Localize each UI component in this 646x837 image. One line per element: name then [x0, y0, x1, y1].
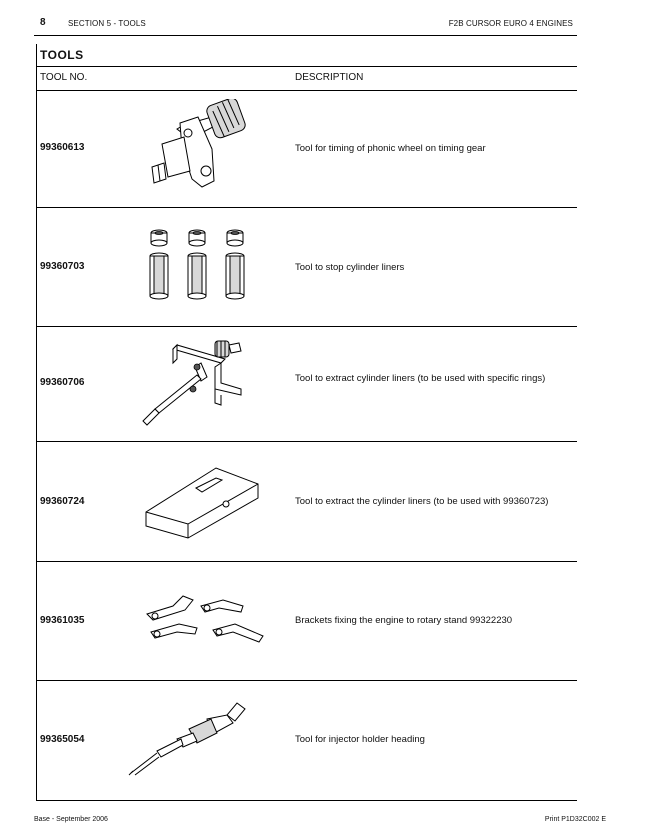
table-bottom-rule	[36, 800, 577, 801]
liner-extractor-icon	[135, 337, 265, 432]
title-rule	[36, 66, 577, 67]
footer-edition: Base - September 2006	[34, 816, 108, 823]
tool-description: Tool to extract the cylinder liners (to be used with 99360723)	[295, 496, 549, 507]
table-row	[37, 442, 577, 561]
tool-number: 99365054	[40, 734, 85, 745]
tool-description: Tool to extract cylinder liners (to be used with specific rings)	[295, 373, 546, 384]
tool-number: 99360613	[40, 142, 85, 153]
cylinder-liner-stops-icon	[145, 228, 255, 308]
liner-extraction-plate-icon	[142, 464, 262, 539]
tool-description: Tool for timing of phonic wheel on timing gear	[295, 143, 486, 154]
tool-description: Tool to stop cylinder liners	[295, 262, 405, 273]
table-row	[37, 327, 577, 441]
injector-holder-tool-icon	[127, 699, 257, 779]
tool-number: 99360706	[40, 377, 85, 388]
tool-number: 99360724	[40, 496, 85, 507]
column-header-tool-no: TOOL NO.	[40, 72, 88, 83]
column-header-description: DESCRIPTION	[295, 72, 364, 83]
tool-description: Brackets fixing the engine to rotary stand 99322230	[295, 615, 513, 626]
engine-brackets-icon	[143, 592, 268, 647]
phonic-wheel-timing-tool-icon	[132, 99, 262, 199]
table-row	[37, 91, 577, 207]
page-number: 8	[40, 17, 46, 28]
footer-print-code: Print P1D32C002 E	[544, 816, 606, 823]
table-row	[37, 681, 577, 800]
tool-number: 99361035	[40, 615, 85, 626]
table-row	[37, 208, 577, 326]
tool-number: 99360703	[40, 261, 85, 272]
header-rule	[34, 35, 577, 36]
tool-description: Tool for injector holder heading	[295, 734, 425, 745]
table-row	[37, 562, 577, 680]
tools-heading: TOOLS	[40, 48, 84, 62]
section-title: SECTION 5 - TOOLS	[68, 19, 146, 28]
document-title: F2B CURSOR EURO 4 ENGINES	[448, 19, 573, 28]
